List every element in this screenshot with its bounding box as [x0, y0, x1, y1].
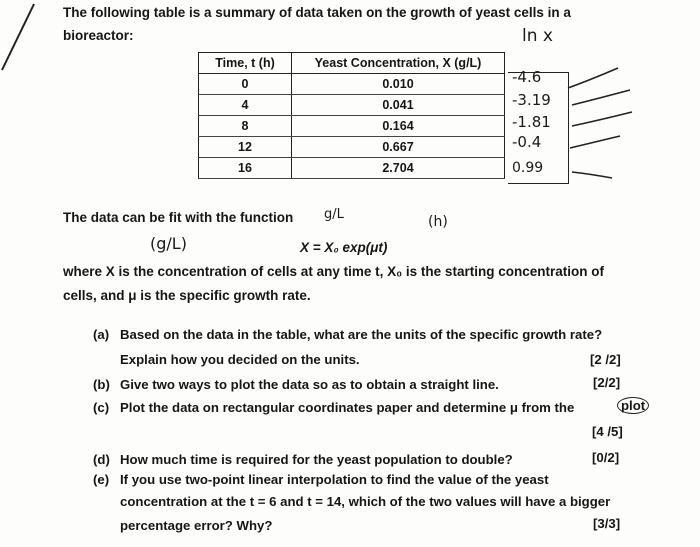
pen-stroke-mark: [0, 0, 40, 80]
handwritten-ln-value: -0.4: [512, 133, 542, 151]
header-concentration: Yeast Concentration, X (g/L): [292, 53, 505, 74]
description-line-1: where X is the concentration of cells at any time t, X₀ is the starting concentration of: [63, 264, 604, 279]
handwritten-g-per-l-top: g/L: [324, 207, 344, 222]
yeast-data-table: [198, 52, 505, 179]
table-row: [199, 137, 505, 158]
table-row: [199, 74, 505, 95]
intro-line-2: bioreactor:: [63, 28, 134, 43]
question-e-line-1: If you use two-point linear interpolation to find the value of the yeast: [120, 472, 549, 487]
handwritten-g-per-l-left: (g/L): [150, 234, 187, 253]
question-d-line-1: How much time is required for the yeast population to double?: [120, 452, 513, 467]
cell-concentration: 0.164: [292, 116, 505, 137]
handwritten-strokes: [560, 60, 670, 190]
question-e-line-2: concentration at the t = 6 and t = 14, which of the two values will have a bigger: [120, 494, 611, 509]
table-row: [199, 116, 505, 137]
question-a-line-2: Explain how you decided on the units.: [120, 352, 360, 367]
question-e-mark: [3/3]: [593, 516, 621, 531]
description-line-2: cells, and μ is the specific growth rate.: [63, 288, 311, 303]
question-b-label: (b): [93, 377, 110, 392]
question-c-label: (c): [93, 400, 110, 415]
cell-concentration: 0.010: [292, 74, 505, 95]
header-time: Time, t (h): [199, 53, 292, 74]
growth-equation: X = X₀ exp(μt): [300, 240, 388, 255]
intro-line-1: The following table is a summary of data taken on the growth of yeast cells in a: [63, 5, 571, 20]
cell-time: 0: [199, 74, 292, 95]
question-d-mark: [0/2]: [592, 450, 620, 465]
cell-concentration: 0.667: [292, 137, 505, 158]
question-b-mark: [2/2]: [593, 375, 621, 390]
question-b-line-1: Give two ways to plot the data so as to obtain a straight line.: [120, 377, 499, 392]
handwritten-ln-value: -4.6: [512, 68, 542, 86]
handwritten-ln-value: -1.81: [512, 113, 551, 131]
table-row: [199, 158, 505, 179]
question-a-mark: [2 /2]: [590, 352, 621, 367]
cell-concentration: 0.041: [292, 95, 505, 116]
question-a-line-1: Based on the data in the table, what are the units of the specific growth rate?: [120, 327, 603, 342]
handwritten-ln-value: 0.99: [512, 160, 544, 176]
question-a-label: (a): [93, 327, 110, 342]
cell-time: 8: [199, 116, 292, 137]
table-row: [199, 95, 505, 116]
question-d-label: (d): [93, 452, 110, 467]
handwritten-ln-value: -3.19: [512, 91, 551, 109]
question-c-line-1: Plot the data on rectangular coordinates paper and determine μ from the: [120, 400, 575, 415]
question-c-mark: [4 /5]: [592, 424, 623, 439]
fit-function-text: The data can be fit with the function: [63, 210, 294, 225]
cell-time: 12: [199, 137, 292, 158]
question-e-line-3: percentage error? Why?: [120, 518, 273, 533]
cell-time: 16: [199, 158, 292, 179]
question-e-label: (e): [93, 472, 110, 487]
handwritten-h-note: (h): [428, 214, 448, 230]
cell-concentration: 2.704: [292, 158, 505, 179]
cell-time: 4: [199, 95, 292, 116]
handwritten-ln-x: ln x: [522, 26, 553, 46]
question-c-plot-word: plot: [617, 398, 649, 413]
